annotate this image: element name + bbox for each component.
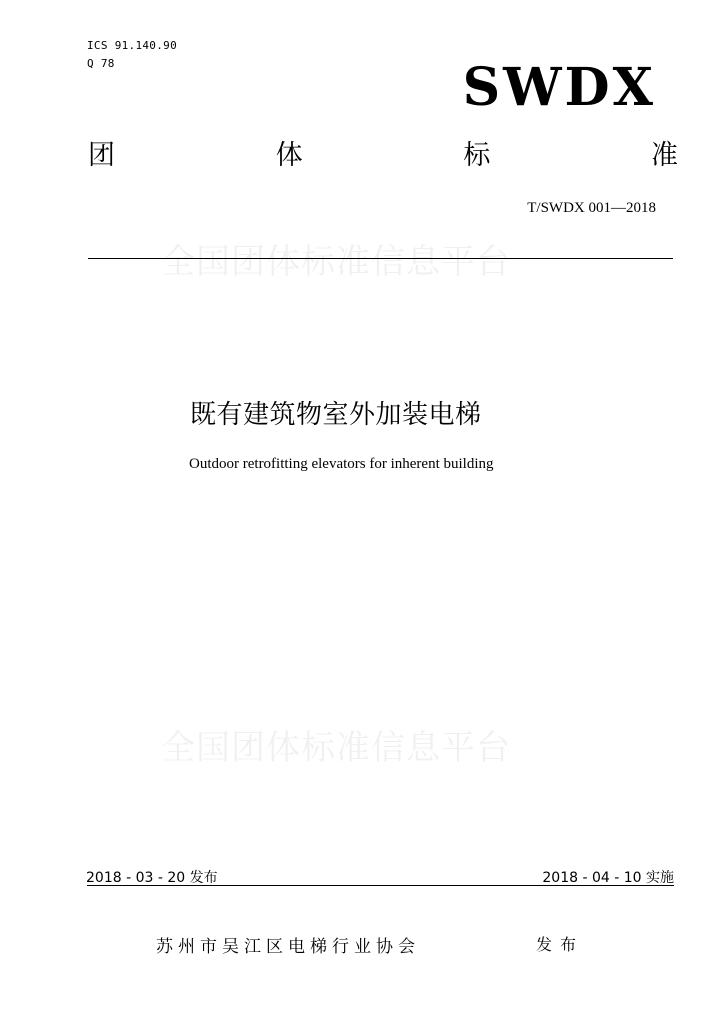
- document-title-chinese: 既有建筑物室外加装电梯: [190, 400, 482, 430]
- standard-type-char: 准: [650, 140, 678, 171]
- standard-type-char: 体: [275, 140, 303, 171]
- issue-label: 发布: [536, 935, 585, 954]
- standard-type-char: 团: [88, 140, 115, 171]
- watermark-top: 全国团体标准信息平台: [161, 242, 511, 282]
- organization-logo: SWDX: [462, 57, 656, 118]
- classification-code: Q 78: [87, 57, 115, 70]
- standard-type-char: 标: [463, 140, 491, 171]
- implementation-date: 2018 - 04 - 10 实施: [542, 870, 674, 886]
- standard-type-heading: [88, 142, 678, 169]
- header-divider: [88, 258, 673, 259]
- footer-divider: [87, 885, 674, 886]
- standard-number: T/SWDX 001—2018: [527, 200, 656, 216]
- document-title-english: Outdoor retrofitting elevators for inherent building: [189, 456, 494, 472]
- ics-code: ICS 91.140.90: [87, 39, 177, 52]
- watermark-bottom: 全国团体标准信息平台: [161, 728, 511, 768]
- issue-date: 2018 - 03 - 20 发布: [86, 870, 218, 886]
- issuing-organization: 苏州市吴江区电梯行业协会: [156, 937, 420, 957]
